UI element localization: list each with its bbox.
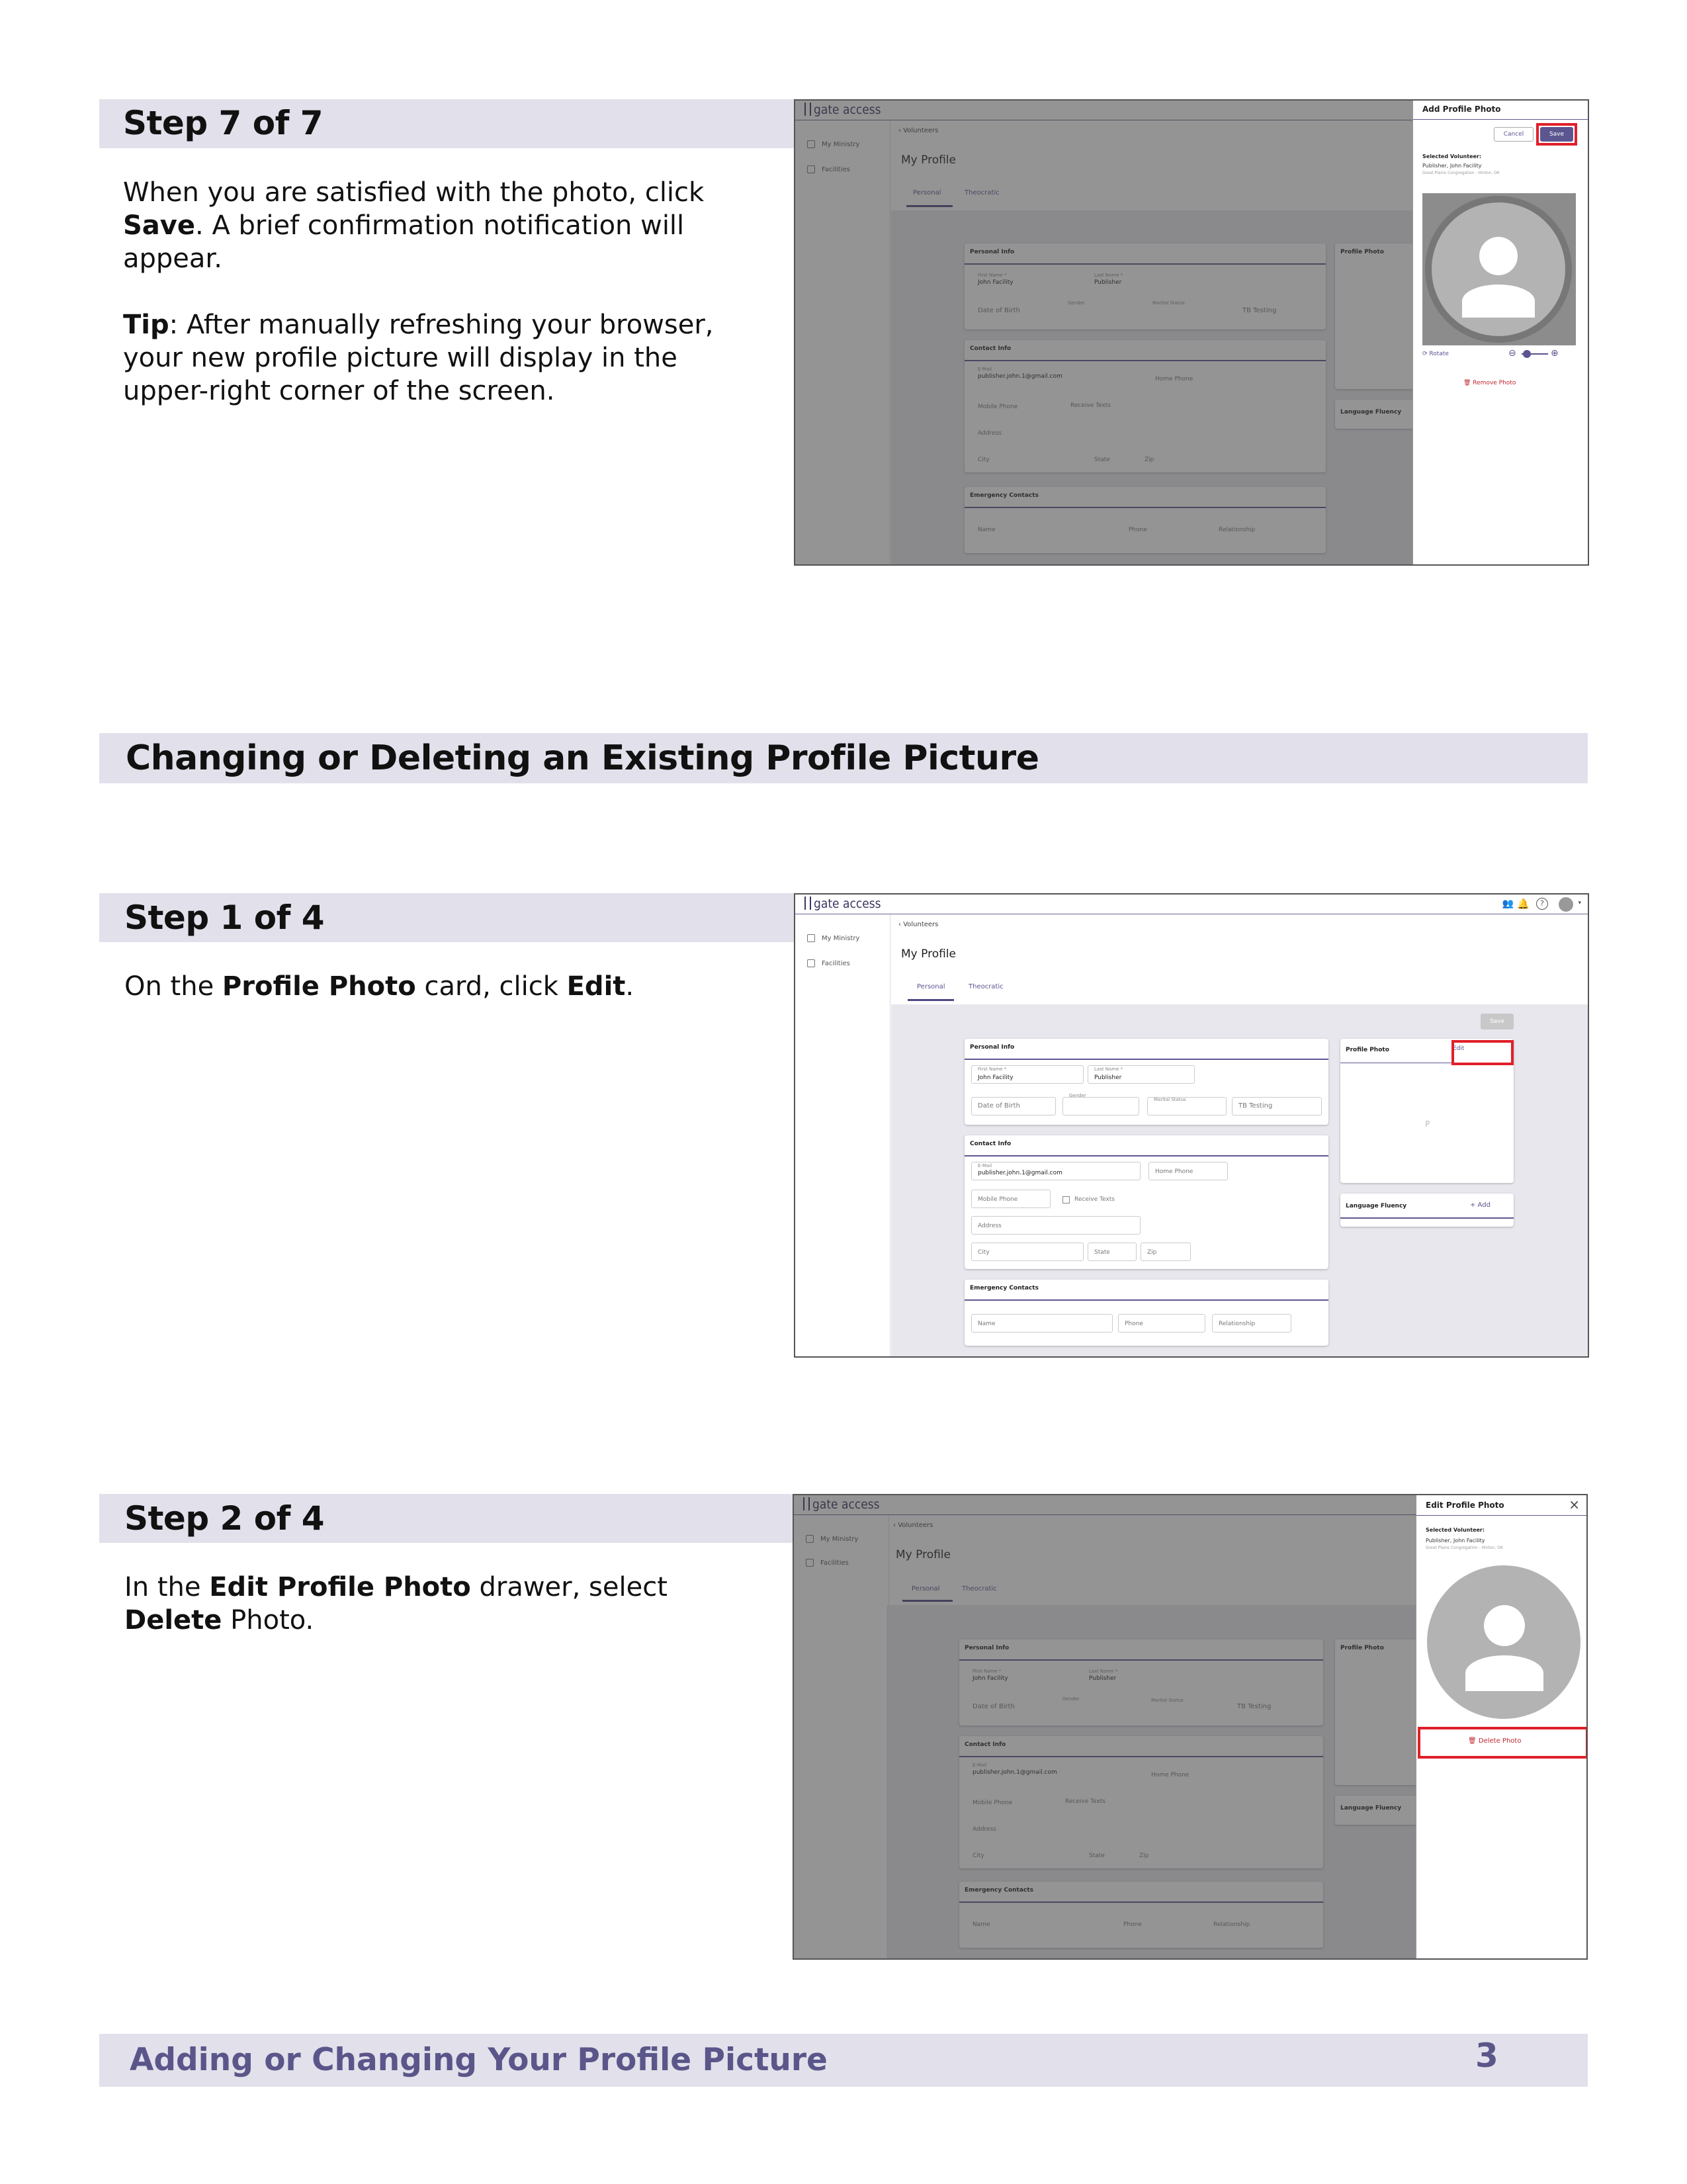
receive-texts-checkbox[interactable] xyxy=(1062,1196,1070,1203)
edit-profile-photo-drawer xyxy=(1416,1495,1586,1958)
save-button[interactable]: Save xyxy=(1540,127,1573,142)
step-2-title: Step 2 of 4 xyxy=(124,1499,325,1538)
mobile-phone-field: Mobile Phone xyxy=(978,1196,1018,1203)
avatar-placeholder-icon xyxy=(1425,196,1572,343)
drawer-title: Edit Profile Photo xyxy=(1426,1501,1504,1510)
app-topbar xyxy=(795,895,1588,914)
language-fluency-heading: Language Fluency xyxy=(1346,1203,1407,1209)
rotate-button[interactable]: ⟳ Rotate xyxy=(1422,351,1449,357)
contact-info-card xyxy=(965,1135,1328,1269)
personal-info-card xyxy=(965,1039,1328,1125)
drawer-title: Add Profile Photo xyxy=(1422,105,1501,114)
volunteer-name: Publisher, John Facility xyxy=(1422,163,1482,169)
dim-overlay xyxy=(794,1495,1416,1958)
step-7-text-c: . A brief confirmation notification will appear. xyxy=(123,210,685,274)
tab-theocratic[interactable]: Theocratic xyxy=(969,983,1004,990)
ministry-icon xyxy=(807,934,815,942)
state-field: State xyxy=(1094,1249,1110,1256)
email-label: E-Mail xyxy=(978,1163,992,1168)
tip-text: : After manually refreshing your browser, your new profile picture will display in the upper-right corner of the screen. xyxy=(123,310,714,406)
edit-highlight xyxy=(1451,1040,1514,1065)
last-name-label: Last Name * xyxy=(1094,1067,1123,1072)
page-number: 3 xyxy=(1475,2036,1498,2075)
help-icon[interactable]: ? xyxy=(1536,898,1548,910)
step-1-instructions xyxy=(124,970,759,1003)
photo-crop-area xyxy=(1422,193,1576,345)
chevron-down-icon[interactable]: ▾ xyxy=(1578,900,1581,906)
avatar-placeholder-icon xyxy=(1427,1565,1580,1719)
step-1-text-e: . xyxy=(625,971,634,1002)
emergency-contacts-card xyxy=(965,1280,1328,1346)
step-1-text-profile-photo: Profile Photo xyxy=(222,971,416,1002)
close-icon[interactable]: × xyxy=(1569,1497,1580,1512)
step-7-tip xyxy=(123,308,732,408)
save-highlight xyxy=(1536,123,1577,146)
step-2-text-a: In the xyxy=(124,1572,210,1602)
step-7-text-a: When you are satisfied with the photo, click xyxy=(123,177,705,208)
building-icon xyxy=(807,959,815,967)
breadcrumb[interactable]: ‹ Volunteers xyxy=(898,921,939,928)
congregation-name: Great Plains Congregation - Hinton, OK xyxy=(1422,171,1500,175)
tab-personal[interactable]: Personal xyxy=(917,983,945,990)
first-name-value: John Facility xyxy=(978,1074,1014,1081)
first-name-label: First Name * xyxy=(978,1067,1007,1072)
screenshot-add-profile-photo xyxy=(794,99,1589,566)
delete-photo-button[interactable]: 🗑 Delete Photo xyxy=(1468,1737,1522,1745)
ec-relationship-field: Relationship xyxy=(1219,1321,1256,1327)
app-sidebar xyxy=(795,914,890,1356)
add-profile-photo-drawer xyxy=(1412,101,1588,564)
active-tab-indicator xyxy=(908,999,954,1001)
step-1-text-edit: Edit xyxy=(566,971,626,1002)
city-field: City xyxy=(978,1249,990,1256)
delete-photo-highlight xyxy=(1418,1727,1588,1759)
selected-volunteer-label: Selected Volunteer: xyxy=(1422,153,1482,159)
screenshot-edit-profile-photo xyxy=(793,1494,1588,1960)
step-2-text-delete: Delete xyxy=(124,1605,222,1636)
personal-info-heading: Personal Info xyxy=(970,1044,1015,1051)
step-1-title: Step 1 of 4 xyxy=(124,898,325,937)
remove-photo-button[interactable]: 🗑 Remove Photo xyxy=(1463,380,1516,386)
step-7-text-save: Save xyxy=(123,210,196,241)
congregation-name: Great Plains Congregation - Hinton, OK xyxy=(1426,1546,1503,1550)
screenshot-my-profile-edit xyxy=(794,893,1589,1358)
profile-initial: P xyxy=(1425,1119,1430,1129)
gender-label: Gender xyxy=(1069,1093,1086,1098)
dim-overlay xyxy=(795,101,1412,564)
account-avatar-icon[interactable] xyxy=(1559,897,1573,912)
volunteer-name: Publisher, John Facility xyxy=(1426,1538,1485,1544)
step-1-text-c: card, click xyxy=(415,971,567,1002)
selected-volunteer-label: Selected Volunteer: xyxy=(1426,1527,1485,1533)
address-field: Address xyxy=(978,1223,1002,1229)
gate-access-logo: gate access xyxy=(804,896,881,911)
footer-title: Adding or Changing Your Profile Picture xyxy=(130,2042,828,2078)
add-language-button[interactable]: + Add xyxy=(1470,1201,1491,1209)
step-7-title: Step 7 of 7 xyxy=(123,104,324,142)
ec-phone-field: Phone xyxy=(1125,1321,1143,1327)
nav-facilities[interactable]: Facilities xyxy=(807,959,850,967)
cancel-button[interactable]: Cancel xyxy=(1494,127,1534,142)
page-title: My Profile xyxy=(901,947,956,961)
profile-photo-heading: Profile Photo xyxy=(1346,1047,1389,1053)
section-heading: Changing or Deleting an Existing Profile Picture xyxy=(126,738,1039,778)
zoom-slider-handle[interactable] xyxy=(1523,350,1531,358)
edit-button[interactable]: Edit xyxy=(1453,1045,1465,1052)
receive-texts-label: Receive Texts xyxy=(1074,1196,1115,1203)
emergency-contacts-heading: Emergency Contacts xyxy=(970,1285,1039,1291)
tb-testing-field: TB Testing xyxy=(1238,1102,1273,1110)
step-2-text-c: drawer, select xyxy=(470,1572,668,1602)
step-7-instructions xyxy=(123,176,732,275)
nav-my-ministry[interactable]: My Ministry xyxy=(807,934,859,942)
tip-label: Tip xyxy=(123,310,169,340)
zip-field: Zip xyxy=(1147,1249,1157,1256)
save-button-disabled[interactable]: Save xyxy=(1481,1014,1514,1029)
step-1-text-a: On the xyxy=(124,971,222,1002)
date-of-birth-field: Date of Birth xyxy=(978,1102,1020,1110)
step-2-text-e: Photo. xyxy=(222,1605,314,1636)
bell-icon[interactable]: 🔔 xyxy=(1517,898,1530,910)
contact-info-heading: Contact Info xyxy=(970,1141,1012,1147)
step-2-text-edit-profile-photo: Edit Profile Photo xyxy=(209,1572,471,1602)
users-icon[interactable]: 👥 xyxy=(1502,898,1514,909)
marital-status-label: Marital Status xyxy=(1154,1097,1186,1102)
zoom-in-icon[interactable]: ⊕ xyxy=(1551,348,1559,359)
last-name-value: Publisher xyxy=(1094,1074,1122,1081)
email-value: publisher.john.1@gmail.com xyxy=(978,1170,1062,1176)
step-2-instructions xyxy=(124,1571,720,1637)
zoom-out-icon[interactable]: ⊖ xyxy=(1508,348,1516,359)
language-fluency-card xyxy=(1340,1194,1514,1227)
ec-name-field: Name xyxy=(978,1321,996,1327)
home-phone-field: Home Phone xyxy=(1155,1168,1193,1175)
gender-select[interactable] xyxy=(1062,1097,1139,1115)
